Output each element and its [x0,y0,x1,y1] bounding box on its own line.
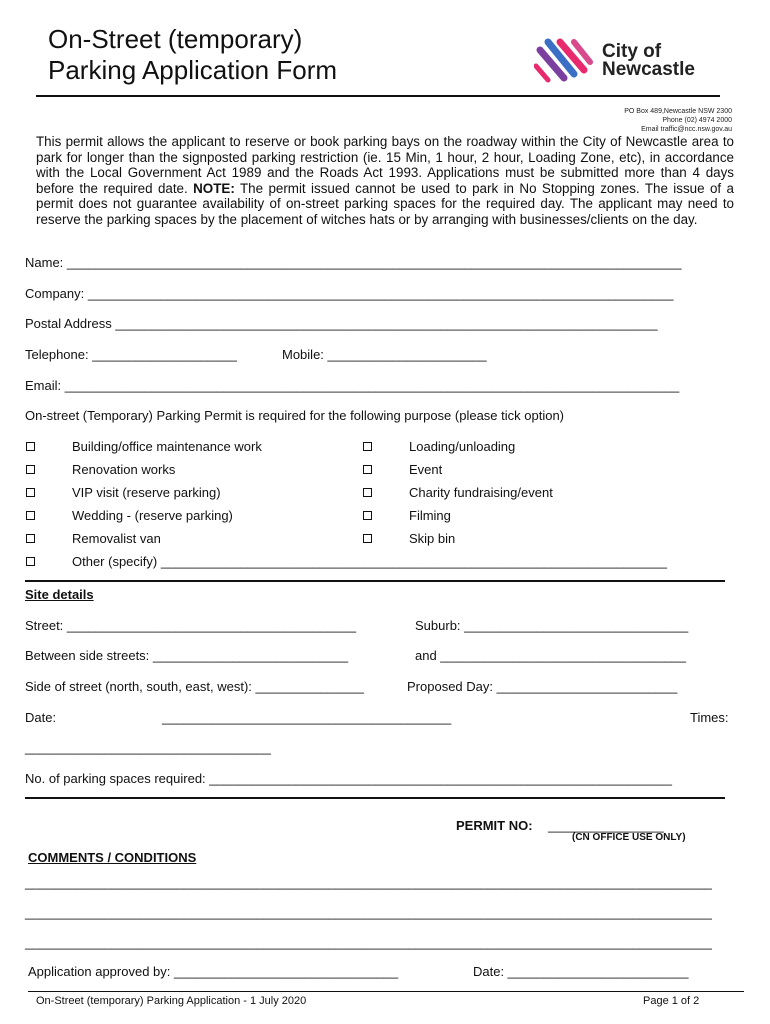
comments-line[interactable]: _______________________________________________________________________________________________ [25,875,712,890]
contact-email: Email traffic@ncc.nsw.gov.au [641,126,732,133]
side-of-street-field[interactable]: Side of street (north, south, east, west): _______________ [25,679,364,694]
suburb-field[interactable]: Suburb: _______________________________ [415,618,689,633]
footer-title: On-Street (temporary) Parking Application - 1 July 2020 [36,995,307,1007]
checkbox[interactable] [26,534,35,543]
side-streets-field[interactable]: Between side streets: ___________________________ [25,648,349,663]
note-label: NOTE: [193,180,235,196]
times-field[interactable]: __________________________________ [25,740,271,755]
logo-line1: City of [602,41,662,62]
comments-line[interactable]: _______________________________________________________________________________________________ [25,905,712,920]
intro-paragraph [36,134,734,228]
checkbox[interactable] [26,557,35,566]
date-field[interactable]: ________________________________________ [162,710,452,725]
option-label: Loading/unloading [409,439,516,454]
city-of-newcastle-logo-icon [534,36,598,84]
checkbox[interactable] [26,511,35,520]
option-label: VIP visit (reserve parking) [72,485,221,500]
option-label: Removalist van [72,531,161,546]
option-label: Wedding - (reserve parking) [72,508,233,523]
intro-part2: The permit issued cannot be used to park in No Stopping zones. The issue of a permit does not guarantee availability of on-street parking spaces for the required day. The applicant may need to reserve the parking spaces by the placement of witches hats or by arranging with businesses/clients on the day. [36,180,734,227]
comments-heading: COMMENTS / CONDITIONS [28,850,197,865]
option-label: Skip bin [409,531,456,546]
option-label: Renovation works [72,462,176,477]
checkbox[interactable] [26,465,35,474]
checkbox[interactable] [363,442,372,451]
logo-line2: Newcastle [602,59,695,80]
option-label: Charity fundraising/event [409,485,553,500]
checkbox[interactable] [26,488,35,497]
checkbox[interactable] [363,488,372,497]
contact-po: PO Box 489,Newcastle NSW 2300 [624,108,732,115]
footer-divider [28,991,744,992]
checkbox[interactable] [363,534,372,543]
mobile-field[interactable]: Mobile: ______________________ [282,347,487,362]
permit-no-label: PERMIT NO: [456,818,533,833]
page-subtitle: Parking Application Form [48,55,338,85]
parking-spaces-field[interactable]: No. of parking spaces required: ________________________________________________________________ [25,771,672,786]
proposed-day-field[interactable]: Proposed Day: _________________________ [407,679,678,694]
site-details-heading: Site details [25,587,94,602]
section-divider [25,580,725,582]
checkbox[interactable] [363,465,372,474]
office-use-note: (CN OFFICE USE ONLY) [572,832,686,843]
option-label: Event [409,462,443,477]
approval-date-field[interactable]: Date: _________________________ [473,964,689,979]
section-divider [25,797,725,799]
company-field[interactable]: Company: _________________________________________________________________________________ [25,286,674,301]
contact-phone: Phone (02) 4974 2000 [662,117,732,124]
telephone-field[interactable]: Telephone: ____________________ [25,347,237,362]
name-field[interactable]: Name: _____________________________________________________________________________________ [25,255,682,270]
street-field[interactable]: Street: ________________________________________ [25,618,357,633]
postal-address-field[interactable]: Postal Address ___________________________________________________________________________ [25,316,658,331]
comments-line[interactable]: _______________________________________________________________________________________________ [25,935,712,950]
header-divider [36,95,720,97]
page-number: Page 1 of 2 [643,995,700,1007]
option-label: Building/office maintenance work [72,439,262,454]
email-field[interactable]: Email: _____________________________________________________________________________________ [25,378,680,393]
page-title: On-Street (temporary) [48,24,303,54]
date-label: Date: [25,710,57,725]
checkbox[interactable] [363,511,372,520]
checkbox[interactable] [26,442,35,451]
other-specify-field[interactable]: Other (specify) ______________________________________________________________________ [72,554,667,569]
logo [534,36,724,84]
times-label: Times: [690,710,729,725]
approved-by-field[interactable]: Application approved by: _______________________________ [28,964,399,979]
and-street-field[interactable]: and __________________________________ [415,648,687,663]
intro-part1: This permit allows the applicant to reserve or book parking bays on the roadway within the City of Newcastle area to park for longer than the signposted parking restriction (ie. 15 Min, 1 hour, 2 hour, Loading Zone, etc), in accordance with the Local Government Act 1989 and the Roads Act 1993. Applications must be submitted more than 4 days before the required date. [36,134,734,196]
option-label: Filming [409,508,451,523]
purpose-prompt: On-street (Temporary) Parking Permit is required for the following purpose (please tick option) [25,408,565,423]
permit-no-field[interactable]: ________________ [548,818,664,833]
